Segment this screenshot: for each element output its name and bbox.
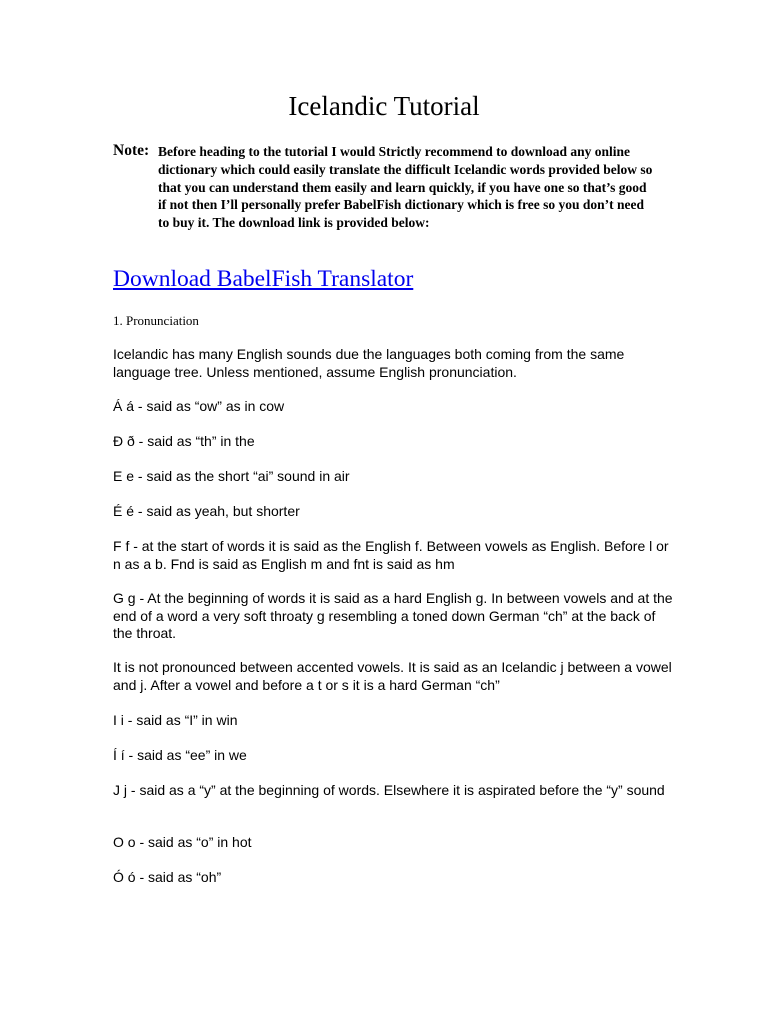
note-label: Note:: [113, 142, 150, 159]
letter-o-entry: O o - said as “o” in hot: [113, 834, 252, 850]
letter-j-entry: J j - said as a “y” at the beginning of words. Elsewhere it is aspirated before the “y” sound: [113, 782, 665, 798]
intro-paragraph: Icelandic has many English sounds due the languages both coming from the same language tree. Unless mentioned, assume English pronunciation.: [113, 346, 625, 380]
letter-o-acute-entry: Ó ó - said as “oh”: [113, 869, 222, 885]
letter-f-entry: F f - at the start of words it is said as the English f. Between vowels as English. Before l or n as a b. Fnd is said as English m and fnt is said as hm: [113, 538, 669, 572]
letter-e-acute-entry: É é - said as yeah, but shorter: [113, 503, 300, 519]
letter-a-acute-entry: Á á - said as “ow” as in cow: [113, 398, 285, 414]
page-title: Icelandic Tutorial: [288, 91, 480, 121]
letter-g-entry: G g - At the beginning of words it is said as a hard English g. In between vowels and at the end of a word a very soft throaty g resembling a toned down German “ch” at the back of the throat.: [113, 590, 673, 641]
letter-g-continued: It is not pronounced between accented vowels. It is said as an Icelandic j between a vowel and j. After a vowel and before a t or s it is a hard German “ch”: [113, 659, 672, 693]
note-text: Before heading to the tutorial I would Strictly recommend to download any online dictionary which could easily translate the difficult Icelandic words provided below so that you can understand them easily and learn quickly, if you have one so that’s good if not then I’ll personally prefer BabelFish dictionary which is free so you don’t need to buy it. The download link is provided below:: [158, 144, 653, 231]
letter-i-entry: I i - said as “I” in win: [113, 712, 238, 728]
section-heading-pronunciation: 1. Pronunciation: [113, 313, 199, 328]
download-babelfish-link[interactable]: Download BabelFish Translator: [113, 266, 414, 292]
letter-eth-entry: Ð ð - said as “th” in the: [113, 433, 255, 449]
letter-i-acute-entry: Í í - said as “ee” in we: [113, 747, 247, 763]
letter-e-entry: E e - said as the short “ai” sound in air: [113, 468, 350, 484]
